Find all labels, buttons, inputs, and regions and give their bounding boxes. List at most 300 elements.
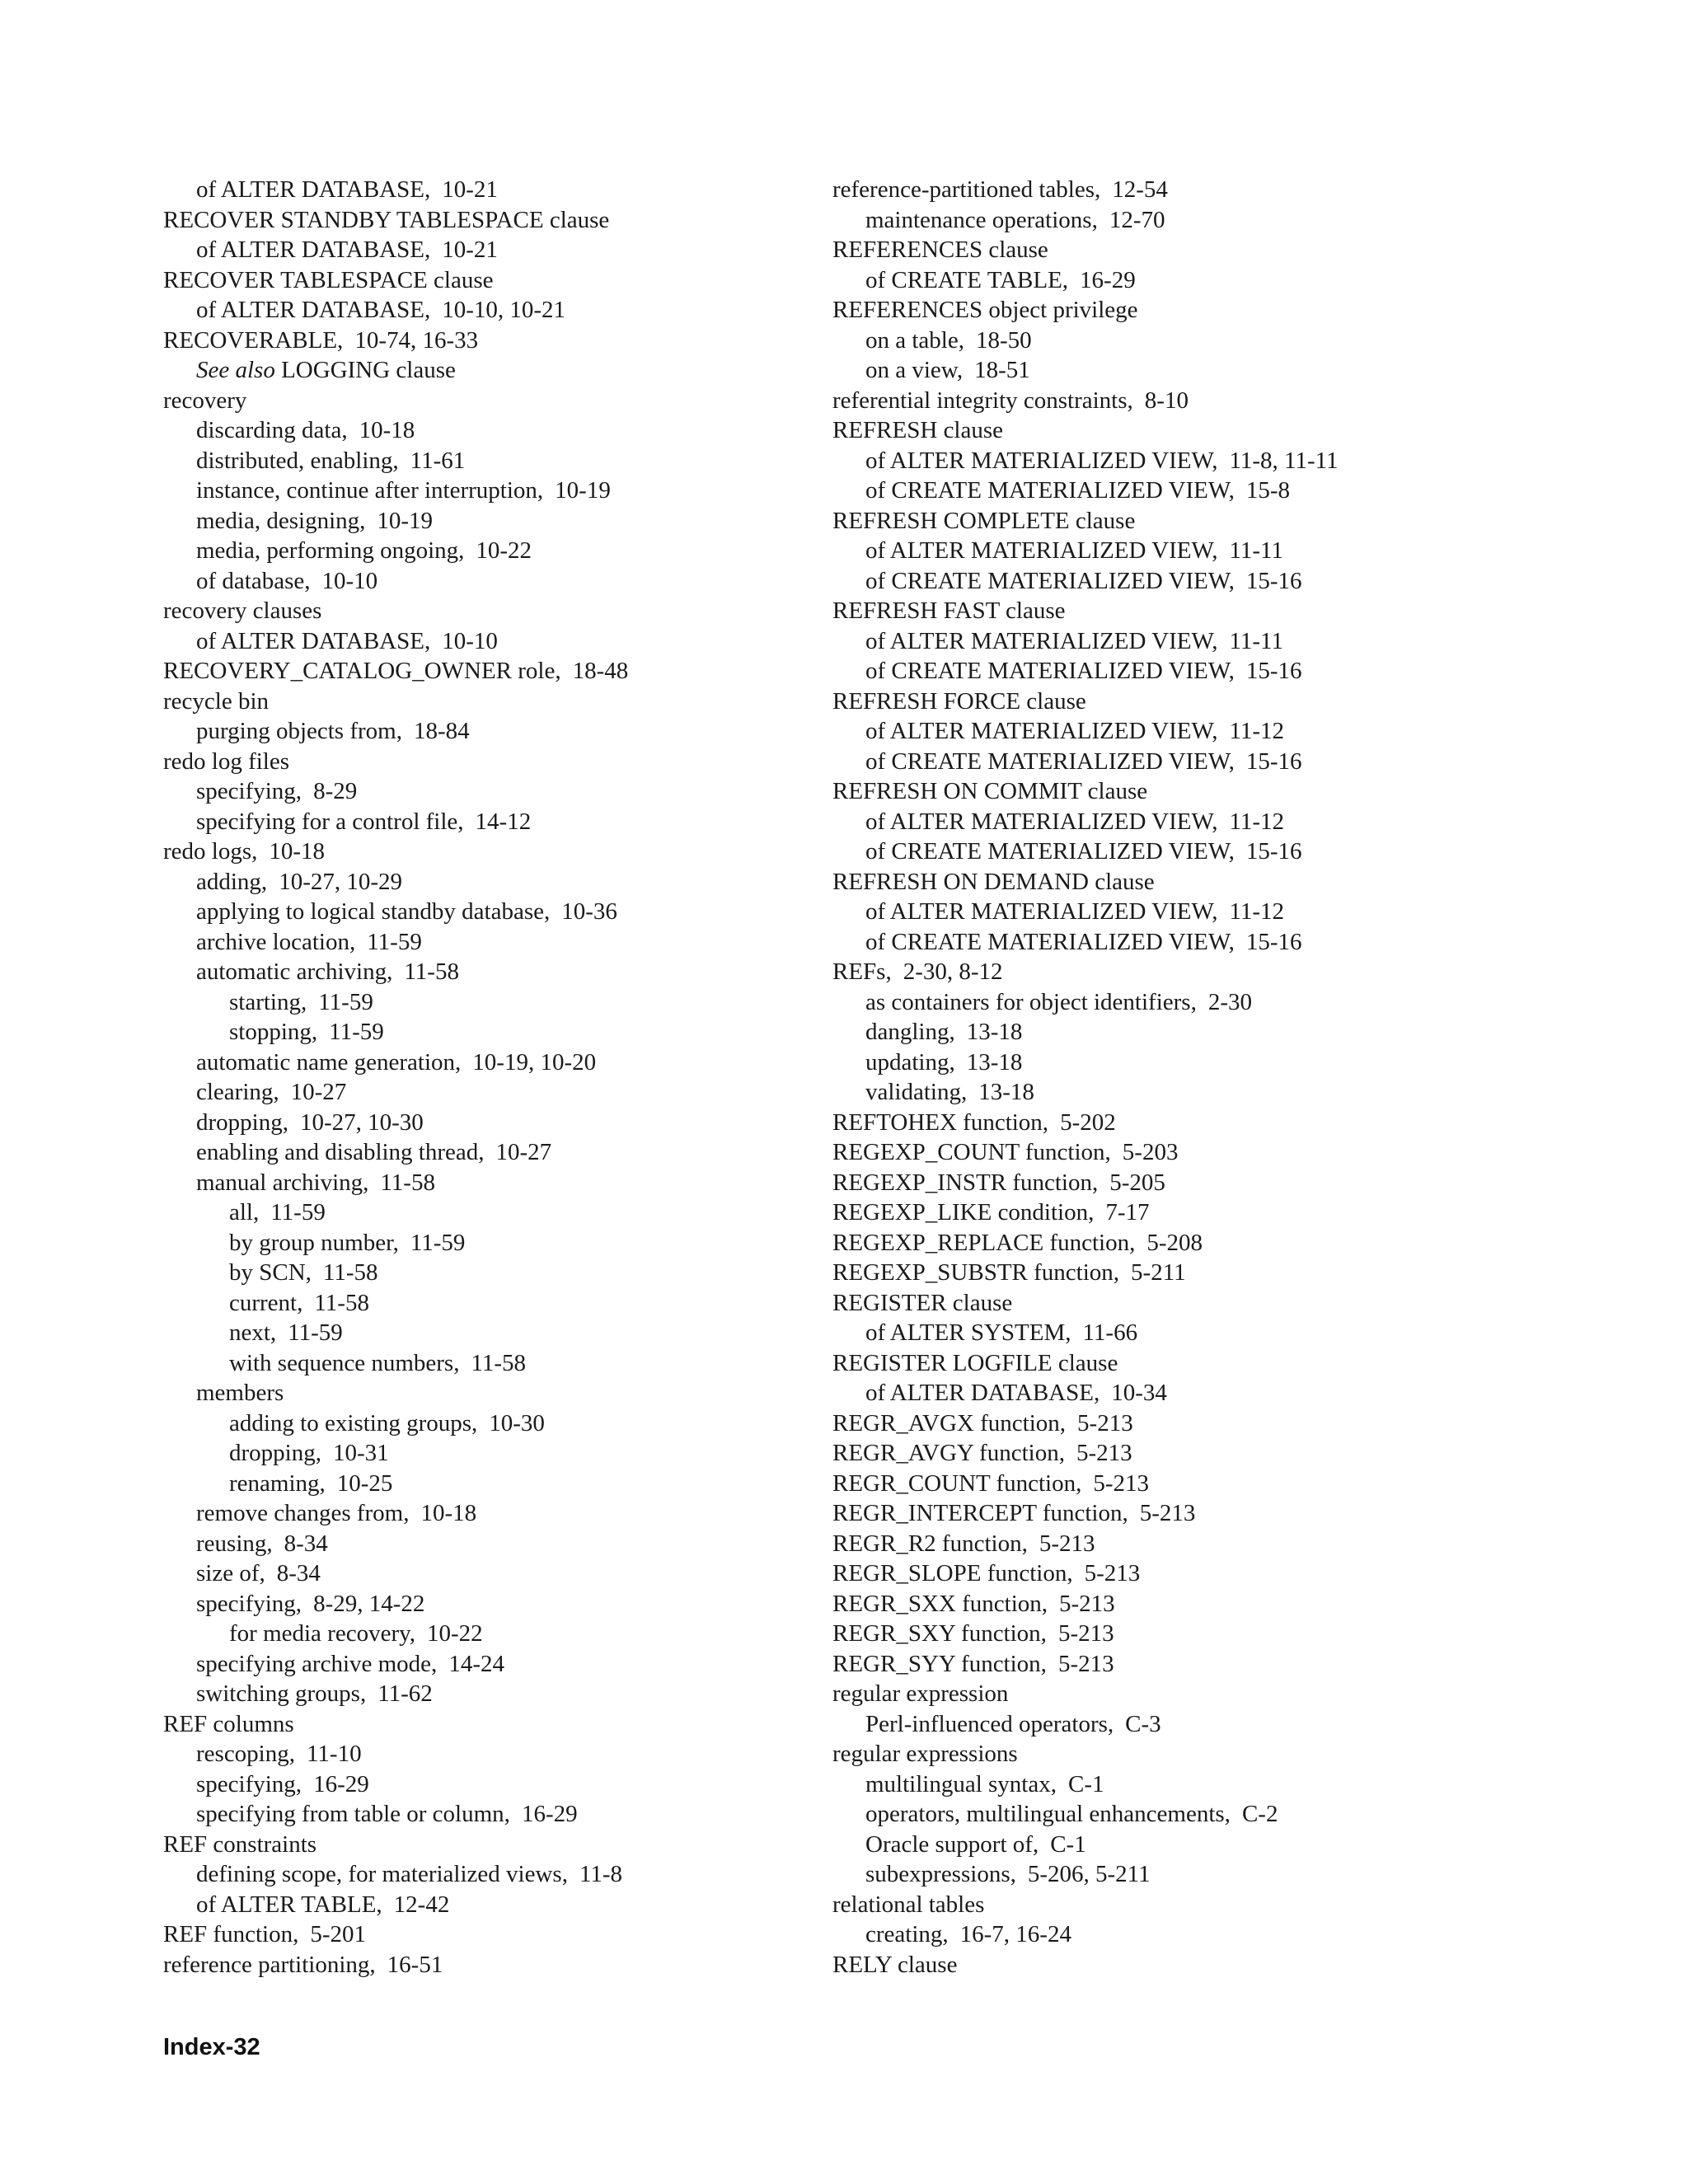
index-term: of ALTER MATERIALIZED VIEW, — [865, 447, 1218, 474]
index-term: reference-partitioned tables, — [832, 176, 1101, 203]
index-entry — [163, 716, 889, 747]
index-entry — [832, 415, 1574, 446]
index-page-refs: 11-8 — [579, 1861, 623, 1887]
index-entry — [163, 1498, 889, 1529]
index-entry — [163, 1739, 889, 1769]
index-entry — [832, 716, 1574, 747]
index-entry — [832, 776, 1574, 807]
index-term: REGR_COUNT function, — [832, 1469, 1082, 1497]
index-term: defining scope, for materialized views, — [196, 1861, 568, 1887]
index-page-refs: 14-24 — [448, 1650, 504, 1677]
index-page-refs: 18-84 — [413, 718, 470, 744]
index-term: redo log files — [163, 748, 290, 775]
index-term: members — [196, 1380, 284, 1406]
index-term: REGEXP_LIKE condition, — [832, 1199, 1095, 1226]
index-term: of database, — [196, 567, 311, 594]
index-page-refs: 10-22 — [476, 537, 532, 564]
index-entry — [832, 1558, 1574, 1589]
index-entry — [163, 1619, 889, 1649]
index-term: of CREATE MATERIALIZED VIEW, — [865, 658, 1235, 684]
index-entry — [832, 1739, 1574, 1769]
index-page-refs: 10-34 — [1111, 1380, 1167, 1406]
index-term: dangling, — [865, 1019, 955, 1045]
index-entry — [163, 837, 889, 867]
index-column-left — [163, 175, 889, 1980]
index-entry — [832, 1228, 1574, 1258]
index-page-refs: 11-12 — [1229, 808, 1285, 835]
index-term: stopping, — [229, 1019, 318, 1045]
index-page-refs: 10-25 — [336, 1469, 393, 1497]
index-page-refs: 11-59 — [410, 1229, 466, 1256]
index-page-refs: C-3 — [1125, 1710, 1161, 1737]
index-entry — [163, 1197, 889, 1228]
index-page-refs: 16-29 — [521, 1801, 578, 1827]
index-term: REGEXP_REPLACE function, — [832, 1229, 1136, 1256]
index-term: recovery — [163, 387, 247, 414]
index-term: REFRESH clause — [832, 417, 1004, 443]
index-page-refs: 5-205 — [1109, 1169, 1165, 1196]
index-page-refs: 11-58 — [314, 1289, 369, 1316]
index-term: REFRESH ON DEMAND clause — [832, 868, 1155, 895]
index-entry — [832, 1108, 1574, 1138]
index-entry — [163, 1438, 889, 1469]
index-term: all, — [229, 1199, 260, 1226]
index-entry — [832, 1950, 1574, 1980]
index-term: referential integrity constraints, — [832, 387, 1133, 414]
page-number: Index-32 — [163, 2034, 260, 2060]
index-page-refs: 11-59 — [288, 1319, 343, 1346]
index-term: current, — [229, 1289, 303, 1316]
index-term: Oracle support of, — [865, 1830, 1039, 1858]
index-page-refs: 13-18 — [978, 1079, 1034, 1105]
index-page-refs: 5-202 — [1060, 1108, 1116, 1136]
index-page-refs: 2-30 — [1207, 988, 1252, 1015]
index-page-refs: 5-213 — [1077, 1409, 1133, 1436]
index-term: renaming, — [229, 1469, 326, 1497]
index-entry — [832, 1168, 1574, 1198]
index-page-refs: 11-58 — [404, 958, 459, 985]
index-page-refs: 11-10 — [307, 1741, 362, 1767]
index-entry — [832, 596, 1574, 626]
index-page-refs: 10-18 — [420, 1500, 477, 1526]
index-term: relational tables — [832, 1891, 985, 1918]
see-also-label: See also — [196, 357, 275, 383]
index-entry — [163, 1919, 889, 1950]
index-term: discarding data, — [196, 417, 348, 443]
index-term: of CREATE MATERIALIZED VIEW, — [865, 567, 1235, 594]
index-entry — [163, 1679, 889, 1709]
index-page-refs: C-1 — [1050, 1830, 1086, 1858]
index-entry — [832, 1017, 1574, 1047]
index-page-refs: 8-29, 14-22 — [313, 1590, 425, 1617]
index-entry — [163, 415, 889, 446]
index-term: automatic name generation, — [196, 1048, 462, 1076]
index-page-refs: 5-213 — [1084, 1560, 1141, 1586]
index-page-refs: 11-58 — [322, 1259, 378, 1286]
index-entry — [163, 1709, 889, 1740]
index-term: of CREATE MATERIALIZED VIEW, — [865, 748, 1235, 775]
index-entry — [163, 1799, 889, 1830]
index-entry — [832, 626, 1574, 657]
index-entry — [832, 1137, 1574, 1168]
index-term: dropping, — [229, 1440, 321, 1466]
index-term: of CREATE MATERIALIZED VIEW, — [865, 928, 1235, 955]
index-term: of CREATE MATERIALIZED VIEW, — [865, 838, 1235, 865]
index-page-refs: 8-34 — [276, 1560, 321, 1586]
index-entry — [832, 1919, 1574, 1950]
index-entry — [832, 295, 1574, 326]
index-entry — [832, 1438, 1574, 1469]
index-entry — [163, 506, 889, 537]
index-entry — [832, 1859, 1574, 1890]
index-term: REFERENCES clause — [832, 237, 1048, 263]
index-page-refs: 5-213 — [1039, 1530, 1095, 1557]
index-entry — [163, 1529, 889, 1559]
index-term: distributed, enabling, — [196, 447, 399, 474]
index-page-refs: 8-34 — [284, 1530, 328, 1557]
index-page-refs: 10-27, 10-29 — [279, 868, 403, 895]
index-entry — [832, 957, 1574, 987]
index-page-refs: 10-21 — [442, 237, 498, 263]
index-page-refs: 16-7, 16-24 — [959, 1921, 1071, 1947]
index-page-refs: 8-29 — [313, 778, 358, 804]
index-entry — [832, 867, 1574, 898]
index-term: instance, continue after interruption, — [196, 477, 544, 504]
index-term: manual archiving, — [196, 1169, 369, 1196]
index-term: REGR_SXX function, — [832, 1590, 1048, 1617]
index-term: maintenance operations, — [865, 206, 1098, 233]
index-entry — [832, 1469, 1574, 1499]
index-entry — [163, 1228, 889, 1258]
index-page-refs: 16-29 — [313, 1770, 369, 1797]
index-entry — [832, 1408, 1574, 1439]
index-entry — [163, 1589, 889, 1619]
index-term: of ALTER MATERIALIZED VIEW, — [865, 537, 1218, 564]
index-page-refs: 15-16 — [1245, 658, 1302, 684]
index-page-refs: 2-30, 8-12 — [903, 958, 1003, 985]
index-entry — [163, 1408, 889, 1439]
index-entry — [163, 626, 889, 657]
index-page-refs: 7-17 — [1105, 1199, 1150, 1226]
index-entry — [163, 1769, 889, 1800]
index-term: operators, multilingual enhancements, — [865, 1801, 1231, 1827]
index-entry — [832, 837, 1574, 867]
index-page-refs: 15-8 — [1245, 477, 1291, 504]
index-term: creating, — [865, 1921, 949, 1947]
index-page-refs: 15-16 — [1245, 838, 1302, 865]
index-entry — [832, 265, 1574, 296]
index-page-refs: 5-213 — [1139, 1500, 1196, 1526]
index-entry — [163, 807, 889, 837]
index-entry — [163, 1258, 889, 1288]
index-term: REFTOHEX function, — [832, 1108, 1049, 1136]
index-page-refs: 14-12 — [475, 808, 532, 835]
index-entry — [163, 867, 889, 898]
index-entry — [163, 1047, 889, 1078]
index-entry — [163, 355, 889, 386]
index-entry — [163, 265, 889, 296]
index-term: switching groups, — [196, 1680, 367, 1707]
index-entry — [163, 295, 889, 326]
index-page-refs: 5-213 — [1076, 1440, 1132, 1466]
index-page-refs: 11-11 — [1229, 627, 1283, 654]
index-entry — [163, 1168, 889, 1198]
index-term: purging objects from, — [196, 718, 402, 744]
index-entry — [832, 1619, 1574, 1649]
index-page-refs: 11-11 — [1229, 537, 1283, 564]
index-entry — [163, 536, 889, 566]
index-page-refs: 10-74, 16-33 — [354, 326, 479, 354]
index-term: automatic archiving, — [196, 958, 393, 985]
index-entry — [163, 1830, 889, 1860]
index-term: multilingual syntax, — [865, 1770, 1057, 1797]
index-entry — [832, 386, 1574, 416]
index-entry — [832, 1348, 1574, 1379]
index-term: REGR_SYY function, — [832, 1650, 1047, 1677]
index-page-refs: 12-54 — [1112, 176, 1168, 203]
index-page-refs: 11-62 — [377, 1680, 433, 1707]
index-term: REFs, — [832, 958, 892, 985]
index-entry — [832, 536, 1574, 566]
index-term: RECOVERABLE, — [163, 326, 344, 354]
index-term: for media recovery, — [229, 1620, 415, 1647]
index-entry — [832, 1589, 1574, 1619]
index-term: of CREATE TABLE, — [865, 266, 1069, 293]
index-entry — [163, 1950, 889, 1980]
index-page-refs: 13-18 — [966, 1019, 1023, 1045]
index-column-right — [832, 175, 1574, 1980]
index-term: of ALTER SYSTEM, — [865, 1319, 1071, 1346]
index-term: of CREATE MATERIALIZED VIEW, — [865, 477, 1235, 504]
index-entry — [832, 897, 1574, 927]
index-page-refs: 15-16 — [1245, 567, 1302, 594]
index-term: of ALTER MATERIALIZED VIEW, — [865, 898, 1218, 925]
index-entry — [163, 687, 889, 717]
index-term: next, — [229, 1319, 277, 1346]
index-page-refs: 5-208 — [1146, 1229, 1203, 1256]
index-entry — [163, 1017, 889, 1047]
index-page-refs: 11-12 — [1229, 898, 1285, 925]
index-page-refs: 18-51 — [974, 357, 1030, 383]
index-term: applying to logical standby database, — [196, 898, 551, 925]
index-term: of ALTER MATERIALIZED VIEW, — [865, 718, 1218, 744]
index-term: REGEXP_SUBSTR function, — [832, 1259, 1120, 1286]
index-page-refs: 13-18 — [966, 1048, 1023, 1076]
index-term: REGEXP_COUNT function, — [832, 1139, 1111, 1165]
index-entry — [832, 1077, 1574, 1108]
index-entry — [163, 1108, 889, 1138]
index-page-refs: 10-27 — [290, 1079, 347, 1105]
index-page-refs: 11-58 — [471, 1349, 527, 1376]
index-page-refs: 11-66 — [1082, 1319, 1138, 1346]
index-entry — [163, 205, 889, 236]
index-term: REGISTER LOGFILE clause — [832, 1349, 1118, 1376]
index-term: of ALTER DATABASE, — [865, 1380, 1100, 1406]
index-page-refs: 5-211 — [1131, 1259, 1186, 1286]
index-entry — [832, 807, 1574, 837]
index-entry — [163, 776, 889, 807]
index-entry — [832, 1830, 1574, 1860]
index-term: REFRESH ON COMMIT clause — [832, 778, 1148, 804]
index-term: REF constraints — [163, 1830, 317, 1858]
index-entry — [832, 1288, 1574, 1319]
index-entry — [832, 1529, 1574, 1559]
index-entry — [163, 1558, 889, 1589]
index-term: Perl-influenced operators, — [865, 1710, 1114, 1737]
index-page-refs: 5-201 — [310, 1921, 367, 1947]
index-entry — [163, 656, 889, 687]
index-term: validating, — [865, 1079, 968, 1105]
index-entry — [163, 747, 889, 777]
index-term: regular expressions — [832, 1741, 1018, 1767]
index-page-refs: 5-213 — [1057, 1620, 1114, 1647]
index-entry — [832, 326, 1574, 356]
index-term: RECOVERY_CATALOG_OWNER role, — [163, 658, 561, 684]
index-entry — [832, 656, 1574, 687]
index-term: adding, — [196, 868, 268, 895]
index-entry — [163, 1137, 889, 1168]
index-entry — [832, 1890, 1574, 1920]
index-term: REGR_AVGX function, — [832, 1409, 1067, 1436]
index-entry — [163, 446, 889, 476]
index-page-refs: C-1 — [1068, 1770, 1104, 1797]
index-term: of ALTER DATABASE, — [196, 297, 431, 323]
index-entry — [163, 326, 889, 356]
index-entry — [832, 205, 1574, 236]
index-term: REGR_AVGY function, — [832, 1440, 1065, 1466]
index-entry — [832, 1649, 1574, 1680]
index-page-refs: 11-12 — [1229, 718, 1285, 744]
index-page-refs: 5-213 — [1093, 1469, 1150, 1497]
index-page-refs: 5-203 — [1122, 1139, 1179, 1165]
index-entry — [163, 897, 889, 927]
index-page-refs: 11-59 — [329, 1019, 384, 1045]
index-term: REF function, — [163, 1921, 299, 1947]
index-page-refs: 10-27 — [495, 1139, 552, 1165]
index-term: RECOVER TABLESPACE clause — [163, 266, 494, 293]
index-page-refs: 10-18 — [269, 838, 326, 865]
index-term: of ALTER DATABASE, — [196, 237, 431, 263]
index-page-refs: 12-42 — [393, 1891, 450, 1918]
index-term: reusing, — [196, 1530, 273, 1557]
index-page-refs: C-2 — [1241, 1801, 1278, 1827]
index-term: REGR_R2 function, — [832, 1530, 1028, 1557]
index-entry — [163, 566, 889, 597]
index-term: clearing, — [196, 1079, 279, 1105]
index-term: REFRESH COMPLETE clause — [832, 507, 1136, 534]
index-term: REGISTER clause — [832, 1289, 1013, 1316]
index-entry — [163, 1318, 889, 1348]
index-page-refs: 10-18 — [359, 417, 415, 443]
index-entry — [832, 1047, 1574, 1078]
index-entry — [832, 987, 1574, 1018]
index-entry — [163, 175, 889, 205]
index-term: RELY clause — [832, 1951, 958, 1978]
index-term: regular expression — [832, 1680, 1009, 1707]
index-entry — [832, 1498, 1574, 1529]
index-term: specifying for a control file, — [196, 808, 464, 835]
index-term: recycle bin — [163, 687, 270, 715]
index-page-refs: 10-19 — [555, 477, 611, 504]
index-entry — [832, 506, 1574, 537]
index-entry — [163, 1288, 889, 1319]
index-term: on a table, — [865, 326, 964, 354]
index-term: remove changes from, — [196, 1500, 410, 1526]
index-entry — [832, 235, 1574, 265]
index-entry — [832, 175, 1574, 205]
index-page-refs: 18-50 — [975, 326, 1032, 354]
index-term: of ALTER TABLE, — [196, 1891, 382, 1918]
index-term: LOGGING clause — [281, 357, 456, 383]
index-page-refs: 11-59 — [270, 1199, 326, 1226]
index-entry — [163, 476, 889, 506]
index-page-refs: 11-8, 11-11 — [1229, 447, 1339, 474]
index-term: REF columns — [163, 1710, 294, 1737]
index-term: subexpressions, — [865, 1861, 1016, 1887]
index-page-refs: 10-31 — [332, 1440, 389, 1466]
index-page-refs: 10-36 — [561, 898, 617, 925]
index-entry — [163, 1077, 889, 1108]
index-term: of ALTER MATERIALIZED VIEW, — [865, 808, 1218, 835]
index-entry — [832, 476, 1574, 506]
index-page-refs: 15-16 — [1245, 928, 1302, 955]
index-page-refs: 10-27, 10-30 — [299, 1108, 424, 1136]
index-page-refs: 10-10, 10-21 — [442, 297, 566, 323]
index-entry — [832, 747, 1574, 777]
index-entry — [163, 1890, 889, 1920]
index-term: media, performing ongoing, — [196, 537, 465, 564]
index-entry — [163, 1378, 889, 1408]
index-term: media, designing, — [196, 507, 366, 534]
index-entry — [832, 1769, 1574, 1800]
index-page-refs: 10-19, 10-20 — [472, 1048, 597, 1076]
index-term: rescoping, — [196, 1741, 295, 1767]
index-entry — [832, 1378, 1574, 1408]
index-term: specifying from table or column, — [196, 1801, 510, 1827]
index-entry — [832, 1197, 1574, 1228]
index-term: by SCN, — [229, 1259, 312, 1286]
index-term: enabling and disabling thread, — [196, 1139, 485, 1165]
index-entry — [163, 927, 889, 958]
index-entry — [832, 1258, 1574, 1288]
index-entry — [163, 987, 889, 1018]
index-page-refs: 11-59 — [367, 928, 422, 955]
index-term: by group number, — [229, 1229, 399, 1256]
index-term: redo logs, — [163, 838, 258, 865]
index-term: RECOVER STANDBY TABLESPACE clause — [163, 206, 610, 233]
index-page-refs: 10-30 — [489, 1409, 545, 1436]
index-term: size of, — [196, 1560, 265, 1586]
index-term: adding to existing groups, — [229, 1409, 478, 1436]
index-entry — [832, 1709, 1574, 1740]
index-entry — [163, 1649, 889, 1680]
index-term: REFRESH FAST clause — [832, 598, 1066, 624]
index-page-refs: 11-61 — [410, 447, 466, 474]
index-entry — [163, 1348, 889, 1379]
index-term: starting, — [229, 988, 307, 1015]
index-page-refs: 15-16 — [1245, 748, 1302, 775]
index-page-refs: 16-29 — [1080, 266, 1136, 293]
index-term: archive location, — [196, 928, 356, 955]
index-entry — [163, 386, 889, 416]
index-entry — [163, 1469, 889, 1499]
index-entry — [832, 1318, 1574, 1348]
index-entry — [832, 1679, 1574, 1709]
index-page-refs: 10-10 — [442, 627, 498, 654]
index-term: updating, — [865, 1048, 955, 1076]
index-term: of ALTER MATERIALIZED VIEW, — [865, 627, 1218, 654]
index-entry — [832, 687, 1574, 717]
